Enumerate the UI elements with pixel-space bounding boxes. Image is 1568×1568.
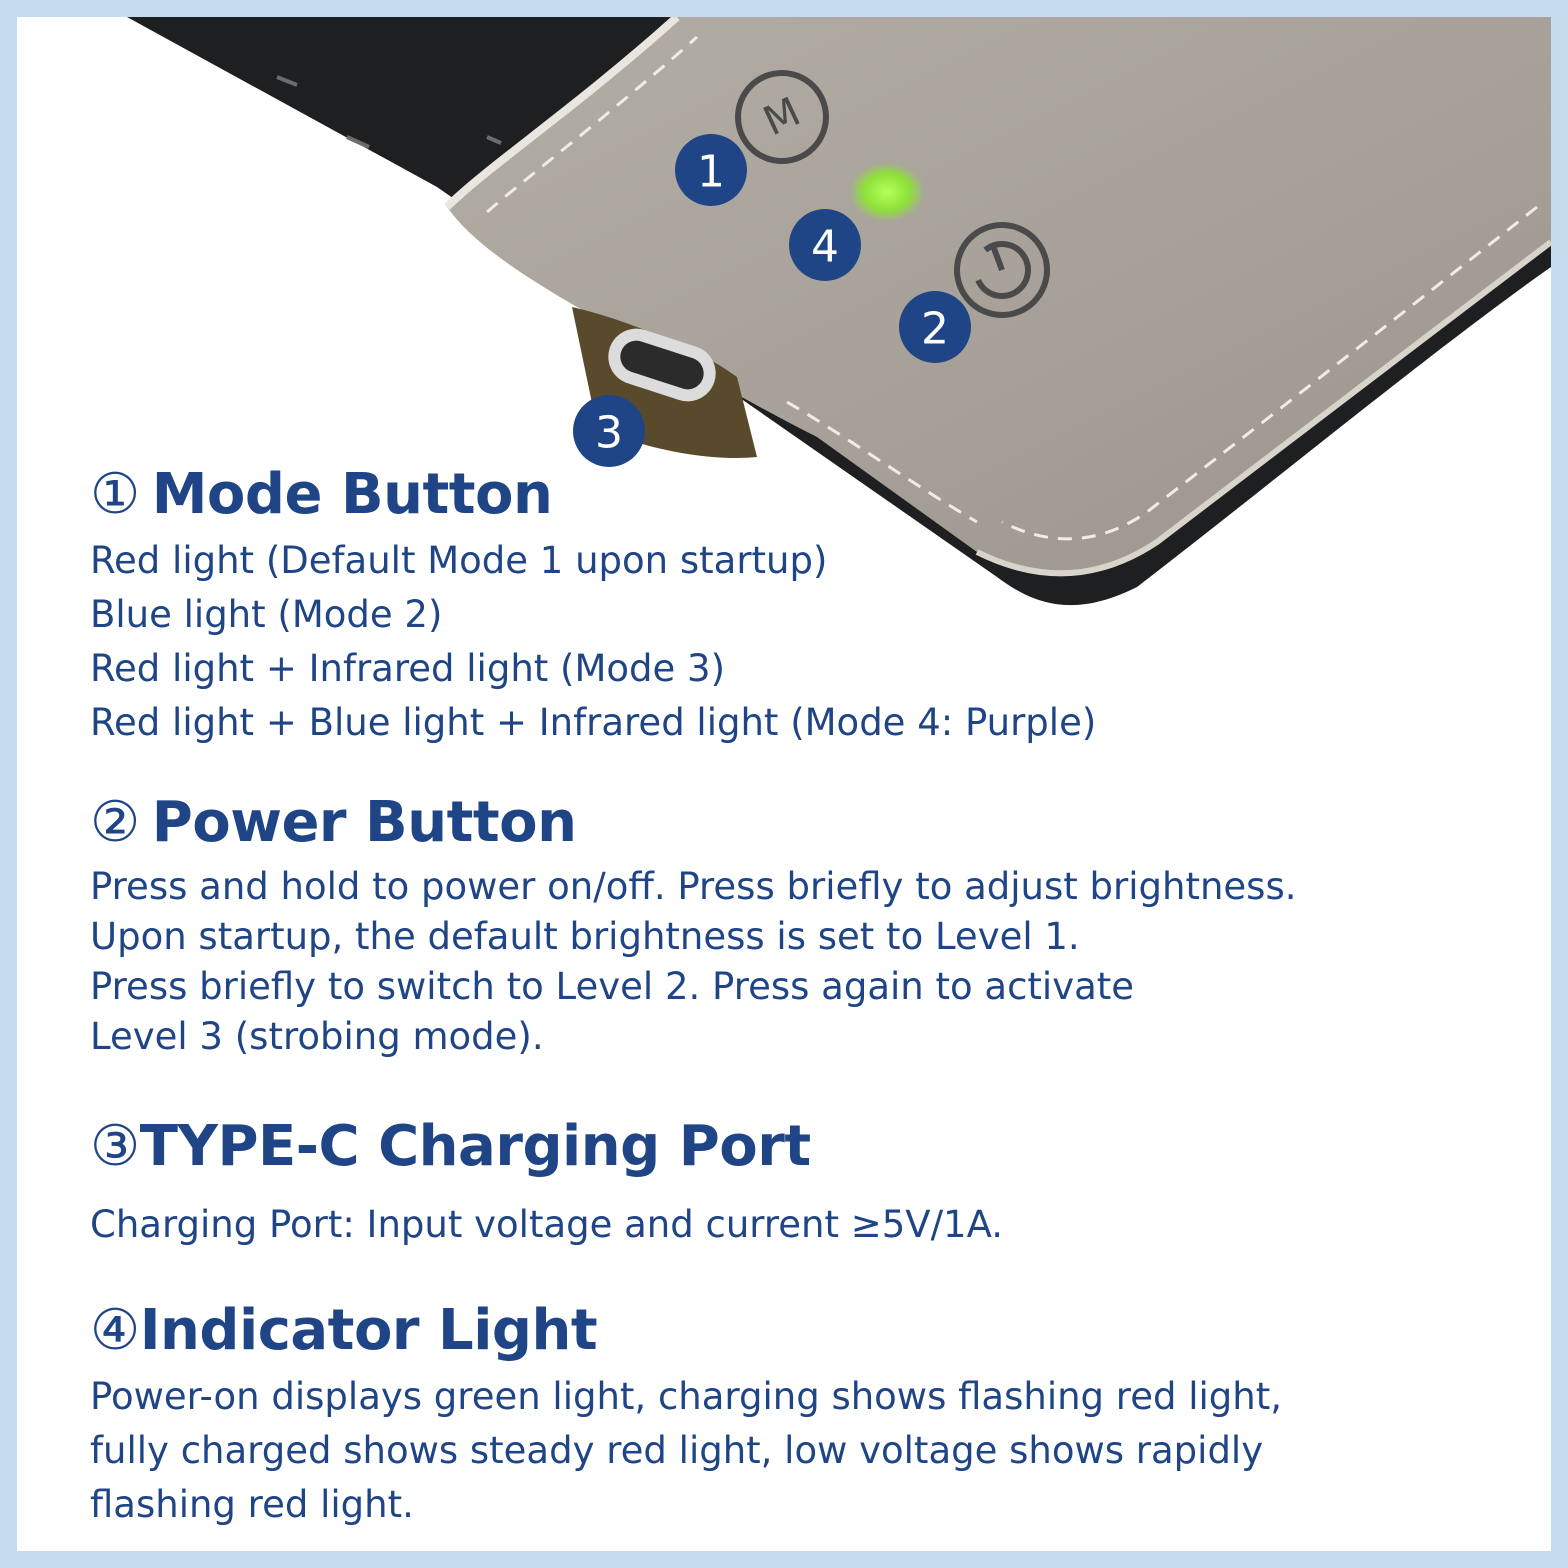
svg-text:3: 3 [595,407,623,459]
section-heading-indicator-light [90,1298,597,1363]
body-line: Level 3 (strobing mode). [90,1015,544,1058]
section-heading-charging-port [90,1114,811,1179]
body-line: Press briefly to switch to Level 2. Press again to activate [90,965,1135,1008]
badge-2 [899,291,971,363]
svg-text:1: 1 [697,146,725,198]
body-line: Upon startup, the default brightness is set to Level 1. [90,915,1080,958]
body-line: Red light + Infrared light (Mode 3) [90,647,726,690]
svg-text:M: M [756,88,808,146]
section-title: TYPE-C Charging Port [139,1114,811,1179]
section-title: Mode Button [151,462,553,527]
section-title: Power Button [151,790,577,855]
section-body-mode-button [90,534,1096,750]
body-line: Red light (Default Mode 1 upon startup) [90,539,828,582]
body-line: Power-on displays green light, charging shows flashing red light, [90,1375,1282,1418]
body-line: Blue light (Mode 2) [90,593,443,636]
section-body-charging-port [90,1198,1003,1252]
badge-3 [573,395,645,467]
badge-4 [789,209,861,281]
body-line: Charging Port: Input voltage and current ≥5V/1A. [90,1203,1004,1246]
section-body-indicator-light [90,1370,1282,1532]
body-line: fully charged shows steady red light, low voltage shows rapidly [90,1429,1264,1472]
body-line: flashing red light. [90,1483,414,1526]
section-number: ③ [90,1114,140,1179]
section-number: ① [90,462,140,527]
badge-1 [675,134,747,206]
green-led-icon [849,162,925,222]
product-info-card [17,17,1551,1551]
body-line: Press and hold to power on/off. Press briefly to adjust brightness. [90,865,1297,908]
section-number: ④ [90,1298,140,1363]
section-body-power-button [90,862,1297,1062]
body-line: Red light + Blue light + Infrared light (Mode 4: Purple) [90,701,1097,744]
section-title: Indicator Light [139,1298,598,1363]
section-heading-power-button [90,790,576,855]
section-heading-mode-button [90,462,552,527]
section-number: ② [90,790,140,855]
svg-text:4: 4 [811,221,839,273]
svg-text:2: 2 [921,303,949,355]
